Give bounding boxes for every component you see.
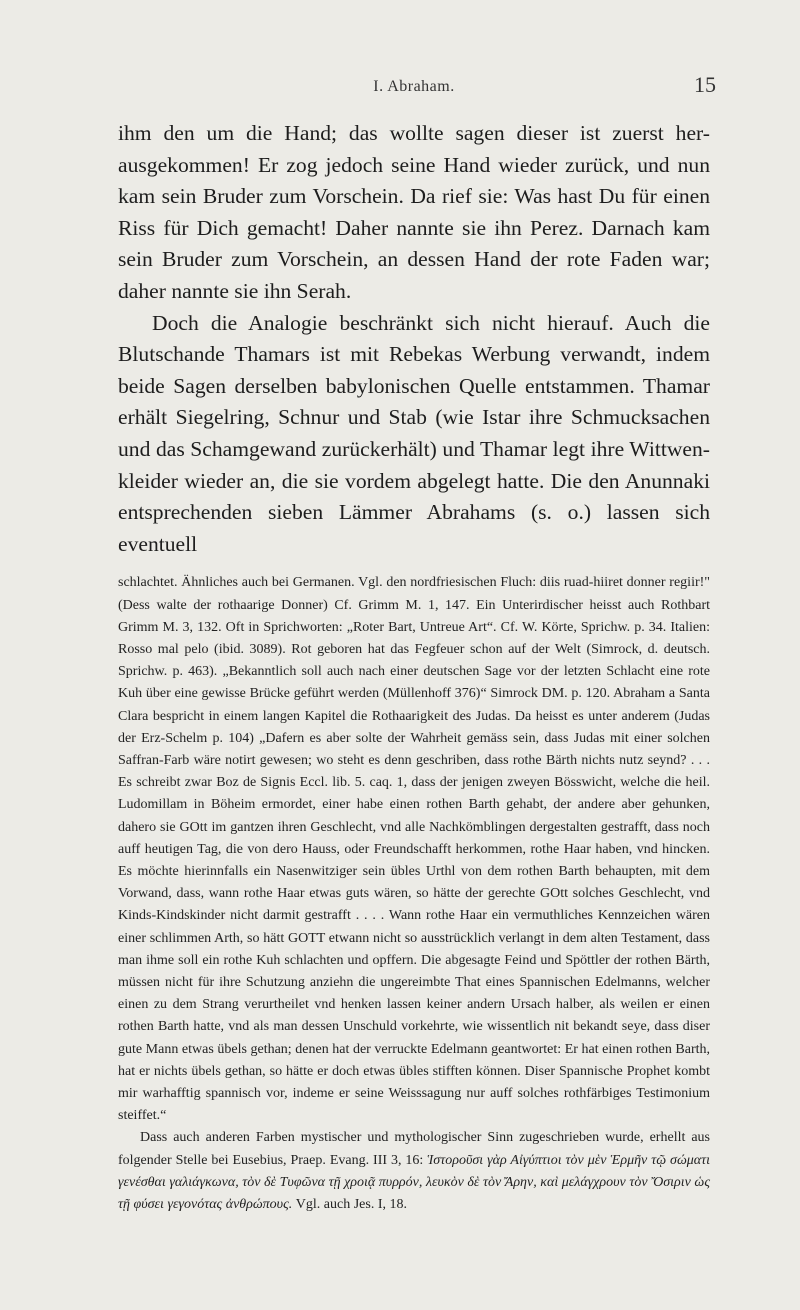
footnote-paragraph-2 [118, 1127, 710, 1216]
footnote-paragraph-1: schlachtet. Ähnliches auch bei Germanen. Vgl. den nordfriesischen Fluch: diis ruad-hiiret donner regiir!" (Dess walte der rothaarige Donner) Cf. Grimm M. 1, 147. Ein Unterirdischer heisst auch Rothbart Grimm M. 3, 132. Oft in Sprichworten: „Roter Bart, Untreue Art“. Cf. W. Körte, Sprichw. p. 34. Italien: Rosso mal pelo (ibid. 3089). Rot geboren hat das Fegfeuer schon auf der Welt (Simrock, d. deutsch. Sprichw. p. 463). „Bekanntlich soll auch nach einer deutschen Sage vor der letzten Schlacht eine rote Kuh über eine gewisse Brücke geführt werden (Müllenhoff 376)“ Simrock DM. p. 120. Abraham a Santa Clara bespricht in einem langen Kapitel die Rothaarigkeit des Judas. Da heisst es unter anderem (Judas der Erz-Schelm p. 104) „Dafern es aber solte der Wahrheit gemäss sein, dass Judas mit einer solchen Saffran-Farb wäre notirt gewesen; wo steht es denn geschriben, dass rothe Bärth nichts nutz seynd? . . . Es schreibt zwar Boz de Signis Eccl. lib. 5. caq. 1, dass der jenigen zweyen Bösswicht, welche die heil. Ludomillam in Böheim ermordet, einer habe einen rothen Barth gehabt, der andere aber gehunken, dahero sie GOtt im gantzen ihren Geschlecht, vnd alle Nachkömblingen dergestalten gestrafft, dass noch auff heutigen Tag, die von dero Hauss, oder Freundschafft herkommen, rothe Haar haben, vnd hincken. Es möchte hierinnfalls ein Nasenwitziger sein übles Urthl von dem rothen Barth behaupten, mit dem Vorwand, dass, wann rothe Haar etwas guts wären, so hätte der gerechte GOtt solches Geschlecht, vnd Kinds-Kindskinder nicht darmit gestrafft . . . . Wann rothe Haar ein vermuthliches Kennzeichen wären einer schlimmen Arth, so hätt GOTT etwann nicht so ausstrücklich verlangt in dem alten Testament, dass man ihme soll ein rothe Kuh schlachten und opffern. Die abgesagte Feind und Spöttler der rothen Bärth, müssen nicht für ihre Schutzung anziehn die ungereimbte That eines Spannischen Edelmanns, welcher einen zu dem Strang verurtheilet vnd henken lassen keiner andern Ursach halber, als weilen er einen rothen Barth hatte, vnd als man dessen Unschuld vorkehrte, wie wissentlich nit bekandt seye, dass diser gute Mann etwas übels gethan; denen hat der verruckte Edelmann geantwortet: Er hat einen rothen Barth, hat er nichts übels gethan, so hätte er doch etwas übles stifften können. Diser Spannische Prophet kombt mir warhafftig spannisch vor, indeme er seine Weisssagung nur auff solches rothfärbiges Testimonium steiffet.“ [118, 575, 710, 1124]
footnote [118, 572, 710, 1216]
main-text [118, 118, 710, 560]
footnote-paragraph-2-lead: Dass auch anderen Farben mystischer und mythologischer Sinn zugeschrieben wurde, erhellt aus folgender Stelle bei Eusebius, Praep. Evang. III 3, 16: [118, 1130, 710, 1168]
running-head [118, 72, 716, 104]
book-page [118, 72, 716, 1216]
page-number: 15 [694, 72, 716, 97]
body-paragraph-2: Doch die Analogie beschränkt sich nicht hierauf. Auch die Blutschande Thamars ist mit Rebekas Werbung verwandt, indem beide Sagen derselben babylonischen Quelle entstammen. Thamar erhält Siegelring, Schnur und Stab (wie Istar ihre Schmucksachen und das Schamgewand zurückerhält) und Thamar legt ihre Wittwen-kleider wieder an, die sie vordem abgelegt hatte. Die den Anunnaki entsprechenden sieben Lämmer Abrahams (s. o.) lassen sich eventuell [118, 310, 710, 556]
greek-quotation: Ἱστοροῦσι γὰρ Αἰγύπτιοι τὸν μὲν Ἑρμῆν τῷ σώματι γενέσθαι γαλιάγκωνα, τὸν δὲ Τυφῶνα τῇ χροιᾷ πυρρόν, λευκὸν δὲ τὸν Ἄρην, καὶ μελάγχρουν τὸν Ὄσιριν ὡς τῇ φύσει γεγονότας ἀνθρώπους. [118, 1152, 711, 1212]
footnote-paragraph-2-tail: Vgl. auch Jes. I, 18. [295, 1197, 407, 1212]
running-title: I. Abraham. [373, 78, 455, 95]
body-paragraph-1: ihm den um die Hand; das wollte sagen dieser ist zuerst her-ausgekommen! Er zog jedoch seine Hand wieder zurück, und nun kam sein Bruder zum Vorschein. Da rief sie: Was hast Du für einen Riss für Dich gemacht! Daher nannte sie ihn Perez. Darnach kam sein Bruder zum Vorschein, an dessen Hand der rote Faden war; daher nannte sie ihn Serah. [118, 121, 710, 303]
